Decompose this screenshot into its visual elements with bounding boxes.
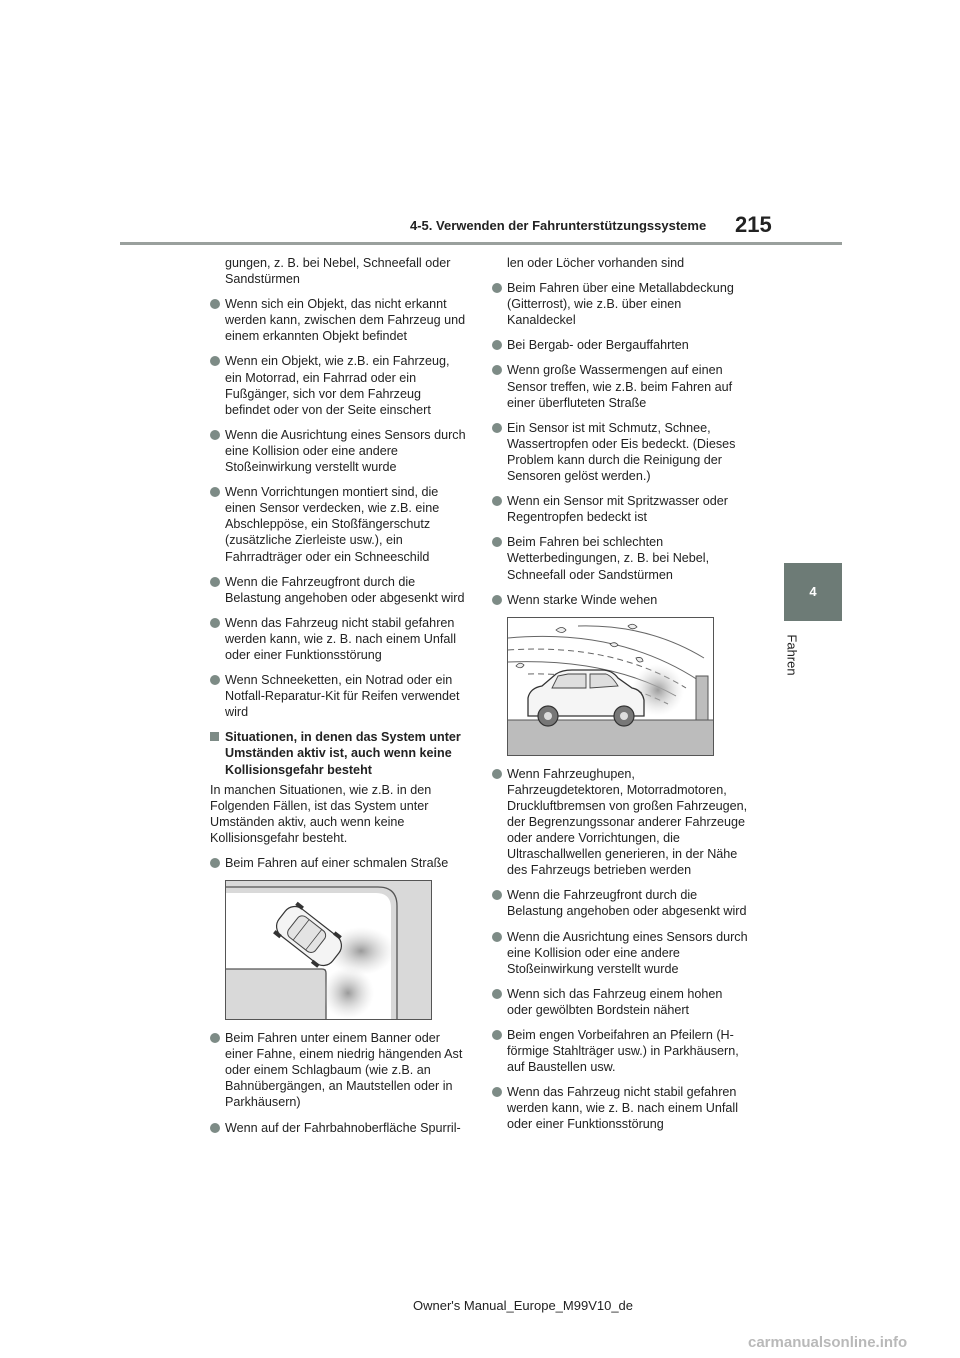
bullet-icon <box>210 299 220 309</box>
list-item: Ein Sensor ist mit Schmutz, Schnee, Wassertropfen oder Eis bedeckt. (Dieses Problem kann durch die Reinigung der Sensoren gelöst werden.) <box>492 420 750 484</box>
section-heading: Situationen, in denen das System unter Umständen aktiv ist, auch wenn keine Kollisionsgefahr besteht <box>210 729 468 777</box>
list-item: Wenn ein Objekt, wie z.B. ein Fahrzeug, ein Motorrad, ein Fahrrad oder ein Fußgänger, sich vor dem Fahrzeug befindet oder von der Seite einschert <box>210 353 468 417</box>
list-item: Wenn Fahrzeughupen, Fahrzeugdetektoren, Motorradmotoren, Druckluftbremsen von großen Fahrzeugen, der Begrenzungssonar anderer Fahrzeuge oder andere Vorrichtungen, die Ultraschallwellen generieren, in der Nähe des Fahrzeugs betrieben werden <box>492 766 750 879</box>
right-column <box>492 255 750 1142</box>
bullet-icon <box>492 595 502 605</box>
bullet-icon <box>210 858 220 868</box>
narrow-road-illustration <box>225 880 432 1020</box>
bullet-icon <box>210 618 220 628</box>
bullet-icon <box>210 1033 220 1043</box>
chapter-label <box>781 632 803 678</box>
list-item: Wenn Vorrichtungen montiert sind, die einen Sensor verdecken, wie z.B. eine Abschleppöse, ein Stoßfängerschutz (zusätzliche Zierleiste usw.), ein Fahrradträger oder ein Schneeschild <box>210 484 468 564</box>
bullet-icon <box>210 675 220 685</box>
list-item: Wenn auf der Fahrbahnoberfläche Spurril- <box>210 1120 468 1136</box>
section-intro: In manchen Situationen, wie z.B. in den Folgenden Fällen, ist das System unter Umständen aktiv, auch wenn keine Kollisionsgefahr besteht. <box>210 782 432 845</box>
chapter-tab: 4 <box>784 563 842 621</box>
list-item: Wenn die Ausrichtung eines Sensors durch eine Kollision oder eine andere Stoßeinwirkung verstellt wurde <box>492 929 750 977</box>
strong-wind-illustration <box>507 617 714 756</box>
continuation-text: gungen, z. B. bei Nebel, Schneefall oder Sandstürmen <box>225 256 451 287</box>
bullet-icon <box>492 365 502 375</box>
header-divider <box>120 242 842 245</box>
bullet-icon <box>492 283 502 293</box>
list-item: Beim Fahren bei schlechten Wetterbedingungen, z. B. bei Nebel, Schneefall oder Sandstürmen <box>492 534 750 582</box>
bullet-icon <box>210 1123 220 1133</box>
watermark: carmanualsonline.info <box>748 1334 908 1351</box>
bullet-icon <box>492 423 502 433</box>
bullet-icon <box>492 989 502 999</box>
list-item: Beim Fahren über eine Metallabdeckung (Gitterrost), wie z.B. über einen Kanaldeckel <box>492 280 750 328</box>
bullet-icon <box>492 1030 502 1040</box>
section-title: 4-5. Verwenden der Fahrunterstützungssysteme <box>410 218 707 233</box>
list-item: Wenn Schneeketten, ein Notrad oder ein Notfall-Reparatur-Kit für Reifen verwendet wird <box>210 672 468 720</box>
bullet-icon <box>210 430 220 440</box>
continuation-text: len oder Löcher vorhanden sind <box>507 256 685 270</box>
bullet-icon <box>210 577 220 587</box>
list-item: Beim Fahren unter einem Banner oder einer Fahne, einem niedrig hängenden Ast oder einem Schlagbaum (wie z.B. an Bahnübergängen, an Mautstellen oder in Parkhäusern) <box>210 1030 468 1110</box>
list-item: Wenn das Fahrzeug nicht stabil gefahren werden kann, wie z. B. nach einem Unfall oder einer Funktionsstörung <box>210 615 468 663</box>
bullet-icon <box>492 769 502 779</box>
left-column <box>210 255 468 1145</box>
bullet-icon <box>492 932 502 942</box>
list-item: Bei Bergab- oder Bergauffahrten <box>492 337 750 353</box>
list-item: Wenn die Fahrzeugfront durch die Belastung angehoben oder abgesenkt wird <box>492 887 750 919</box>
bullet-icon <box>492 890 502 900</box>
list-item: Wenn ein Sensor mit Spritzwasser oder Regentropfen bedeckt ist <box>492 493 750 525</box>
list-item: Beim Fahren auf einer schmalen Straße <box>210 855 468 871</box>
list-item: Wenn die Ausrichtung eines Sensors durch eine Kollision oder eine andere Stoßeinwirkung verstellt wurde <box>210 427 468 475</box>
list-item: Wenn sich ein Objekt, das nicht erkannt werden kann, zwischen dem Fahrzeug und einem erkannten Objekt befindet <box>210 296 468 344</box>
list-item: Wenn das Fahrzeug nicht stabil gefahren werden kann, wie z. B. nach einem Unfall oder einer Funktionsstörung <box>492 1084 750 1132</box>
bullet-icon <box>492 1087 502 1097</box>
page-number: 215 <box>735 212 772 237</box>
bullet-icon <box>210 356 220 366</box>
footer-text: Owner's Manual_Europe_M99V10_de <box>413 1298 634 1313</box>
list-item: Beim engen Vorbeifahren an Pfeilern (H-förmige Stahlträger usw.) in Parkhäusern, auf Baustellen usw. <box>492 1027 750 1075</box>
bullet-icon <box>492 340 502 350</box>
chapter-label-text: Fahren <box>784 634 800 676</box>
bullet-icon <box>492 496 502 506</box>
list-item: Wenn die Fahrzeugfront durch die Belastung angehoben oder abgesenkt wird <box>210 574 468 606</box>
list-item: Wenn sich das Fahrzeug einem hohen oder gewölbten Bordstein nähert <box>492 986 750 1018</box>
square-bullet-icon <box>210 732 219 741</box>
bullet-icon <box>492 537 502 547</box>
list-item: Wenn große Wassermengen auf einen Sensor treffen, wie z.B. beim Fahren auf einer überfluteten Straße <box>492 362 750 410</box>
bullet-icon <box>210 487 220 497</box>
list-item: Wenn starke Winde wehen <box>492 592 750 608</box>
